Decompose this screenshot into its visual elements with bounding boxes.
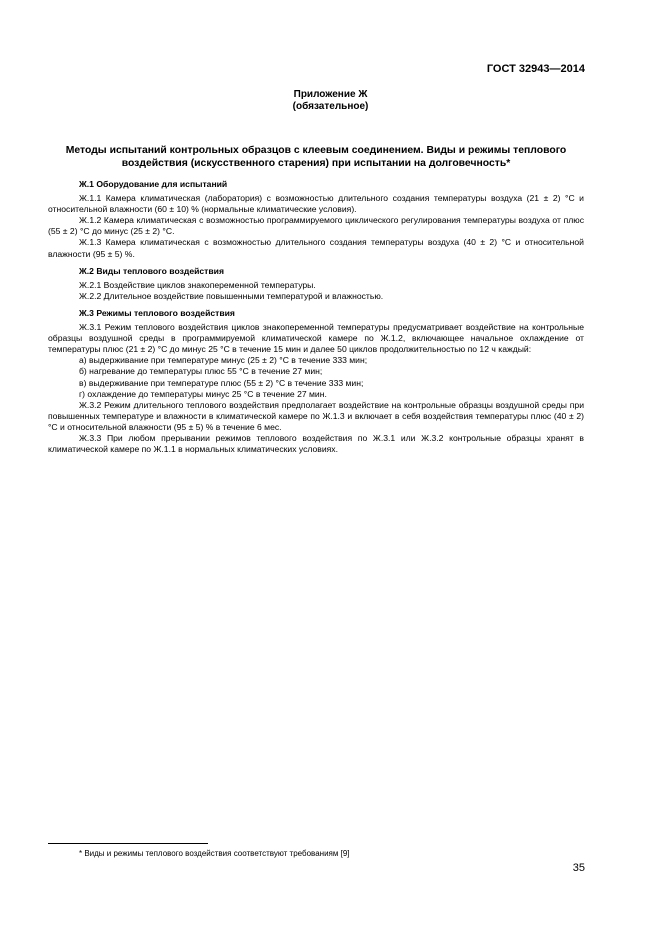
list-item: в) выдерживание при температуре плюс (55 ± 2) °С в течение 333 мин;: [79, 377, 364, 388]
page-number: 35: [572, 862, 585, 874]
standard-number: ГОСТ 32943—2014: [486, 63, 585, 75]
paragraph: Ж.1.3 Камера климатическая с возможностью длительного создания температуры воздуха (40 ± 2) °С и относительной влажности (95 ± 5) %.: [48, 237, 584, 259]
main-title-line1: Методы испытаний контрольных образцов с клеевым соединением. Виды и режимы теплового: [65, 145, 567, 156]
section-heading: Ж.2 Виды теплового воздействия: [79, 265, 224, 276]
paragraph: Ж.1.1 Камера климатическая (лаборатория) с возможностью длительного создания температуры воздуха (21 ± 2) °С и относительной влажности (60 ± 10) % (нормальные климатические условия).: [48, 193, 584, 215]
list-item: г) охлаждение до температуры минус 25 °С в течение 27 мин.: [79, 388, 327, 399]
paragraph: Ж.2.1 Воздействие циклов знакопеременной температуры.: [79, 279, 316, 290]
section-heading: Ж.1 Оборудование для испытаний: [79, 179, 228, 189]
annex-status: (обязательное): [292, 101, 369, 112]
annex-title: Приложение Ж: [293, 89, 368, 100]
main-title-line2: воздействия (искусственного старения) при испытании на долговечность*: [121, 157, 511, 169]
section-heading: Ж.3 Режимы теплового воздействия: [79, 307, 235, 318]
footnote: * Виды и режимы теплового воздействия соответствуют требованиям [9]: [79, 849, 350, 858]
footnote-divider: [48, 843, 208, 844]
paragraph: Ж.2.2 Длительное воздействие повышенными температурой и влажностью.: [79, 290, 384, 301]
paragraph: Ж.3.2 Режим длительного теплового воздействия предполагает воздействие на контрольные образцы воздушной среды при повышенных температуре и влажности в климатической камере по Ж.1.3 и включает в себя воздействия температуры плюс (40 ± 2) °С и относительной влажности (95 ± 5) % в течение 6 мес.: [48, 399, 584, 432]
main-title: [48, 145, 584, 170]
list-item: а) выдерживание при температуре минус (25 ± 2) °С в течение 333 мин;: [79, 355, 368, 366]
list-item: б) нагревание до температуры плюс 55 °С в течение 27 мин;: [79, 366, 323, 377]
annex-heading: [0, 89, 661, 113]
document-body: [48, 179, 584, 455]
paragraph: Ж.1.2 Камера климатическая с возможностью программируемого циклического регулирования температуры воздуха от плюс (55 ± 2) °С до минус (25 ± 2) °С.: [48, 215, 584, 237]
paragraph: Ж.3.3 При любом прерывании режимов теплового воздействия по Ж.3.1 или Ж.3.2 контрольные образцы хранят в климатической камере по Ж.1.1 в нормальных климатических условиях.: [48, 432, 584, 455]
paragraph: Ж.3.1 Режим теплового воздействия циклов знакопеременной температуры предусматривает воздействие на контрольные образцы воздушной среды в программируемой климатической камере по Ж.1.2, включающее начальное охлаждение от температуры плюс (21 ± 2) °С до минус 25 °С в течение 15 мин и далее 50 циклов продолжительностью по 12 ч каждый:: [48, 322, 584, 355]
